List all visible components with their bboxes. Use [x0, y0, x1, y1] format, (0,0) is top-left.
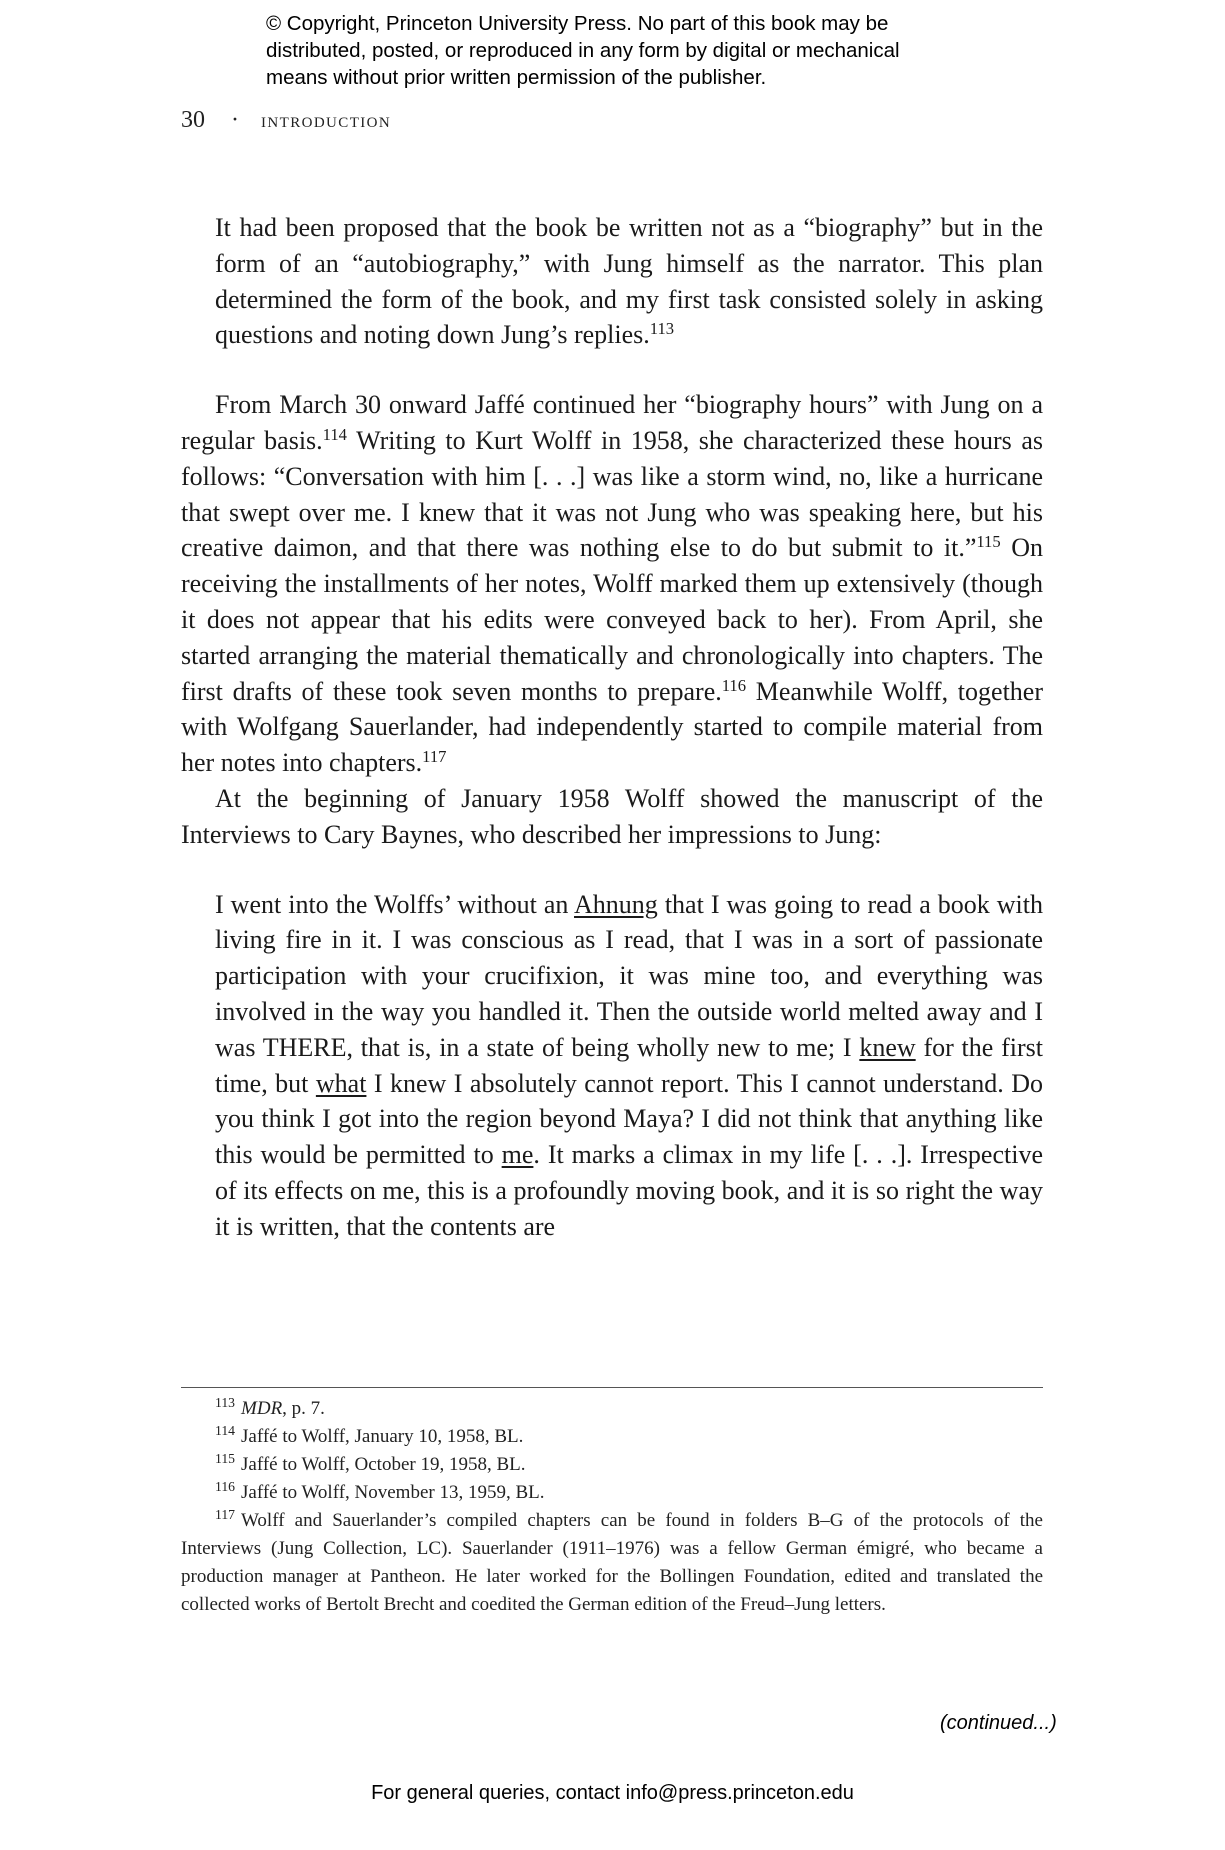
footnote-ref-115: 115	[976, 532, 1001, 552]
footnote-ref-117: 117	[422, 747, 447, 767]
footnote-ref-114: 114	[322, 424, 347, 444]
copyright-line-3: means without prior written permission of the publisher.	[266, 66, 767, 89]
underlined-word-me: me	[501, 1140, 534, 1170]
footnote-number: 115	[215, 1451, 236, 1467]
footnote-text: Jaffé to Wolff, January 10, 1958, BL.	[241, 1426, 524, 1447]
footnote-number: 116	[215, 1479, 236, 1495]
footnote-italic: MDR	[241, 1398, 283, 1419]
footnote-113	[181, 1395, 1043, 1423]
footnote-ref-116: 116	[721, 675, 747, 695]
footnote-divider	[181, 1387, 1043, 1388]
paragraph-1-text-a: From March 30 onward Jaffé continued her “biography hours” with Jung on a regular basis.	[181, 390, 1043, 455]
paragraph-1-text-d: Meanwhile Wolff, together with Wolfgang Sauerlander, had independently started to compile material from her notes into chapters.	[181, 676, 1043, 778]
paragraph-1-text-c: On receiving the installments of her notes, Wolff marked them up extensively (though it does not appear that his edits were conveyed back to her). From April, she started arranging the material thematically and chronologically into chapters. The first drafts of these took seven months to prepare.	[181, 533, 1043, 706]
contact-footer: For general queries, contact info@press.princeton.edu	[371, 1782, 854, 1804]
footnote-text: Wolff and Sauerlander’s compiled chapters can be found in folders B–G of the protocols of the Interviews (Jung Collection, LC). Sauerlander (1911–1976) was a fellow German émigré, who became a production manager at Pantheon. He later worked for the Bollingen Foundation, edited and translated the collected works of Bertolt Brecht and coedited the German edition of the Freud–Jung letters.	[181, 1510, 1043, 1615]
underlined-word-what: what	[315, 1068, 367, 1098]
footnote-117	[181, 1507, 1043, 1619]
block-quote-2	[215, 887, 1043, 1245]
footnote-ref-113: 113	[649, 319, 675, 339]
copyright-line-2: distributed, posted, or reproduced in any form by digital or mechanical	[266, 39, 900, 62]
footnote-number: 117	[215, 1507, 236, 1523]
copyright-notice	[266, 10, 1026, 91]
paragraph-2: At the beginning of January 1958 Wolff showed the manuscript of the Interviews to Cary Baynes, who described her impressions to Jung:	[181, 783, 1043, 849]
footnote-text: Jaffé to Wolff, October 19, 1958, BL.	[241, 1454, 526, 1475]
block-quote-1	[215, 210, 1043, 353]
body-text	[181, 210, 1043, 1245]
paragraph-1-text-b: Writing to Kurt Wolff in 1958, she characterized these hours as follows: “Conversation with him [. . .] was like a storm wind, no, like a hurricane that swept over me. I knew that it was not Jung who was speaking here, but his creative daimon, and that there was nothing else to do but submit to it.”	[181, 425, 1043, 563]
section-title: introduction	[261, 108, 392, 132]
block-quote-1-text: It had been proposed that the book be written not as a “biography” but in the form of an “autobiography,” with Jung himself as the narrator. This plan determined the form of the book, and my first task consisted solely in asking questions and noting down Jung’s replies.	[215, 213, 1043, 350]
copyright-line-1: © Copyright, Princeton University Press. No part of this book may be	[266, 12, 889, 35]
footnote-115	[181, 1451, 1043, 1479]
footnotes	[181, 1395, 1043, 1619]
footnote-number: 113	[215, 1395, 236, 1411]
block-quote-2-text-b: that I was going to read a book with living fire in it. I was conscious as I read, that I was in a sort of passionate participation with your crucifixion, it was mine too, and everything was involved in the way you handled it. Then the outside world melted away and I was THERE, that is, in a state of being wholly new to me; I	[215, 889, 1044, 1062]
footnote-number: 114	[215, 1423, 236, 1439]
underlined-word-knew: knew	[859, 1032, 916, 1062]
footnote-text: Jaffé to Wolff, November 13, 1959, BL.	[241, 1482, 545, 1503]
block-quote-2-text-c: for the first time, but	[215, 1032, 1043, 1098]
page-number: 30	[181, 107, 205, 133]
underlined-word-ahnung: Ahnung	[574, 889, 658, 919]
footnote-text: , p. 7.	[282, 1398, 325, 1419]
running-head-separator: ·	[231, 107, 239, 133]
paragraph-1	[181, 387, 1043, 781]
footnote-114	[181, 1423, 1043, 1451]
running-head	[181, 107, 391, 134]
footnote-116	[181, 1479, 1043, 1507]
block-quote-2-text-a: I went into the Wolffs’ without an	[215, 889, 575, 919]
block-quote-2-text-e: . It marks a climax in my life [. . .]. Irrespective of its effects on me, this is a profoundly moving book, and it is so right the way it is written, that the contents are	[215, 1140, 1043, 1241]
block-quote-2-text-d: I knew I absolutely cannot report. This I cannot understand. Do you think I got into the region beyond Maya? I did not think that anything like this would be permitted to	[215, 1068, 1043, 1170]
continued-note: (continued...)	[940, 1712, 1057, 1734]
